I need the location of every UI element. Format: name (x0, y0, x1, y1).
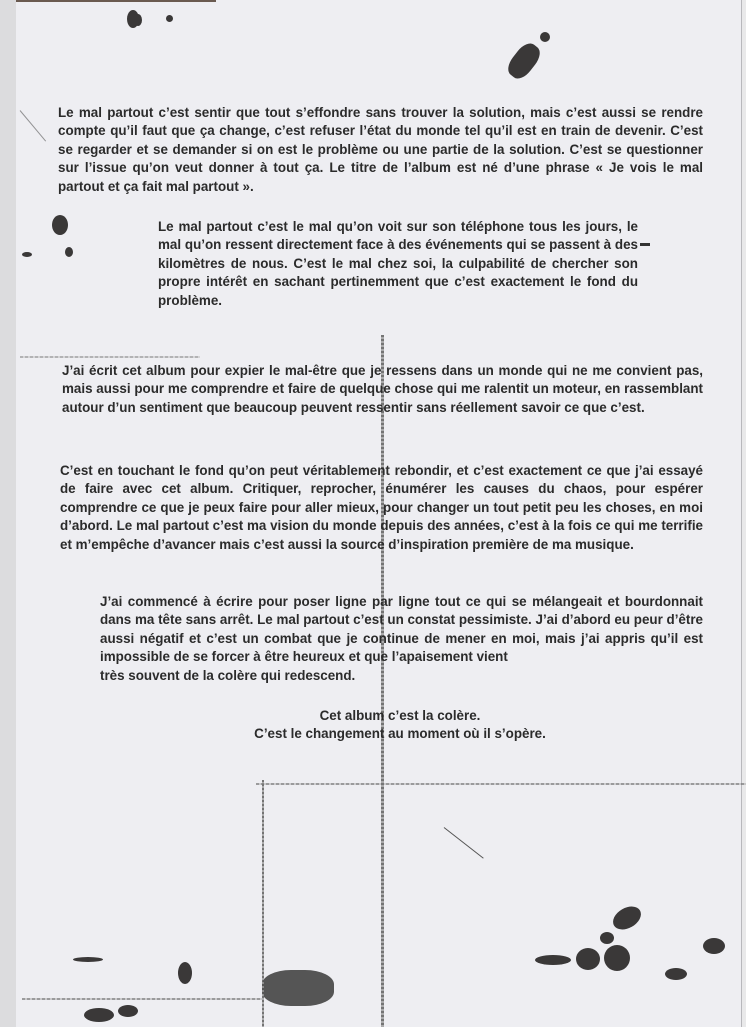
paragraph-writing-last-line: très souvent de la colère qui redescend. (100, 667, 356, 683)
closing-line-2: C’est le changement au moment où il s’opère. (254, 726, 546, 742)
paragraph-intro: Le mal partout c’est sentir que tout s’effondre sans trouver la solution, mais c’est aussi se rendre compte qu’il faut que ça change, c’est refuser l’état du monde tel qu’il est en train de devenir. C’est se regarder et se demander si on est le problème ou une partie de la solution. C’est se questionner sur l’issue qu’on veut donner à tout ça. Le titre de l’album est né d’une phrase « Je vois le mal partout et ça fait mal partout ». (58, 105, 703, 194)
paragraph-purpose: J’ai écrit cet album pour expier le mal-être que je ressens dans un monde qui ne me convient pas, mais aussi pour me comprendre et faire de quelque chose qui me ralentit un moteur, en rassemblant autour d’un sentiment que beaucoup peuvent ressentir sans réellement savoir ce que c’est. (62, 363, 703, 415)
paragraph-writing-body: J’ai commencé à écrire pour poser ligne par ligne tout ce qui se mélangeait et bourdonnait dans ma tête sans arrêt. Le mal partout c’est un constat pessimiste. J’ai d’abord eu peur d’être aussi négatif et c’est un combat que je continue de mener en moi, mais j’ai appris qu’il est impossible de se forcer à être heureux et que l’apaisement vient (100, 594, 703, 665)
paragraph-indented: Le mal partout c’est le mal qu’on voit sur son téléphone tous les jours, le mal qu’on ressent directement face à des événements qui se passent à des kilomètres de nous. C’est le mal chez soi, la culpabilité de chercher son propre intérêt en sachant pertinemment que c’est exactement le fond du problème. (158, 219, 638, 308)
scan-left-margin (0, 0, 16, 1027)
closing-statement (200, 707, 600, 744)
closing-line-1: Cet album c’est la colère. (319, 708, 481, 723)
paragraph-writing (100, 593, 703, 685)
page-top-edge (16, 0, 216, 2)
paragraph-rebound: C’est en touchant le fond qu’on peut véritablement rebondir, et c’est exactement ce que j’ai essayé de faire avec cet album. Critiquer, reprocher, énumérer les causes du chaos, pour espérer comprendre ce que je peux faire pour aller mieux, pour changer un tout petit peu les choses, en moi d’abord. Le mal partout c’est ma vision du monde depuis des années, c’est à la fois ce qui me terrifie et m’empêche d’avancer mais c’est aussi la source d’inspiration première de ma musique. (60, 463, 703, 552)
page-right-edge (741, 0, 742, 1027)
